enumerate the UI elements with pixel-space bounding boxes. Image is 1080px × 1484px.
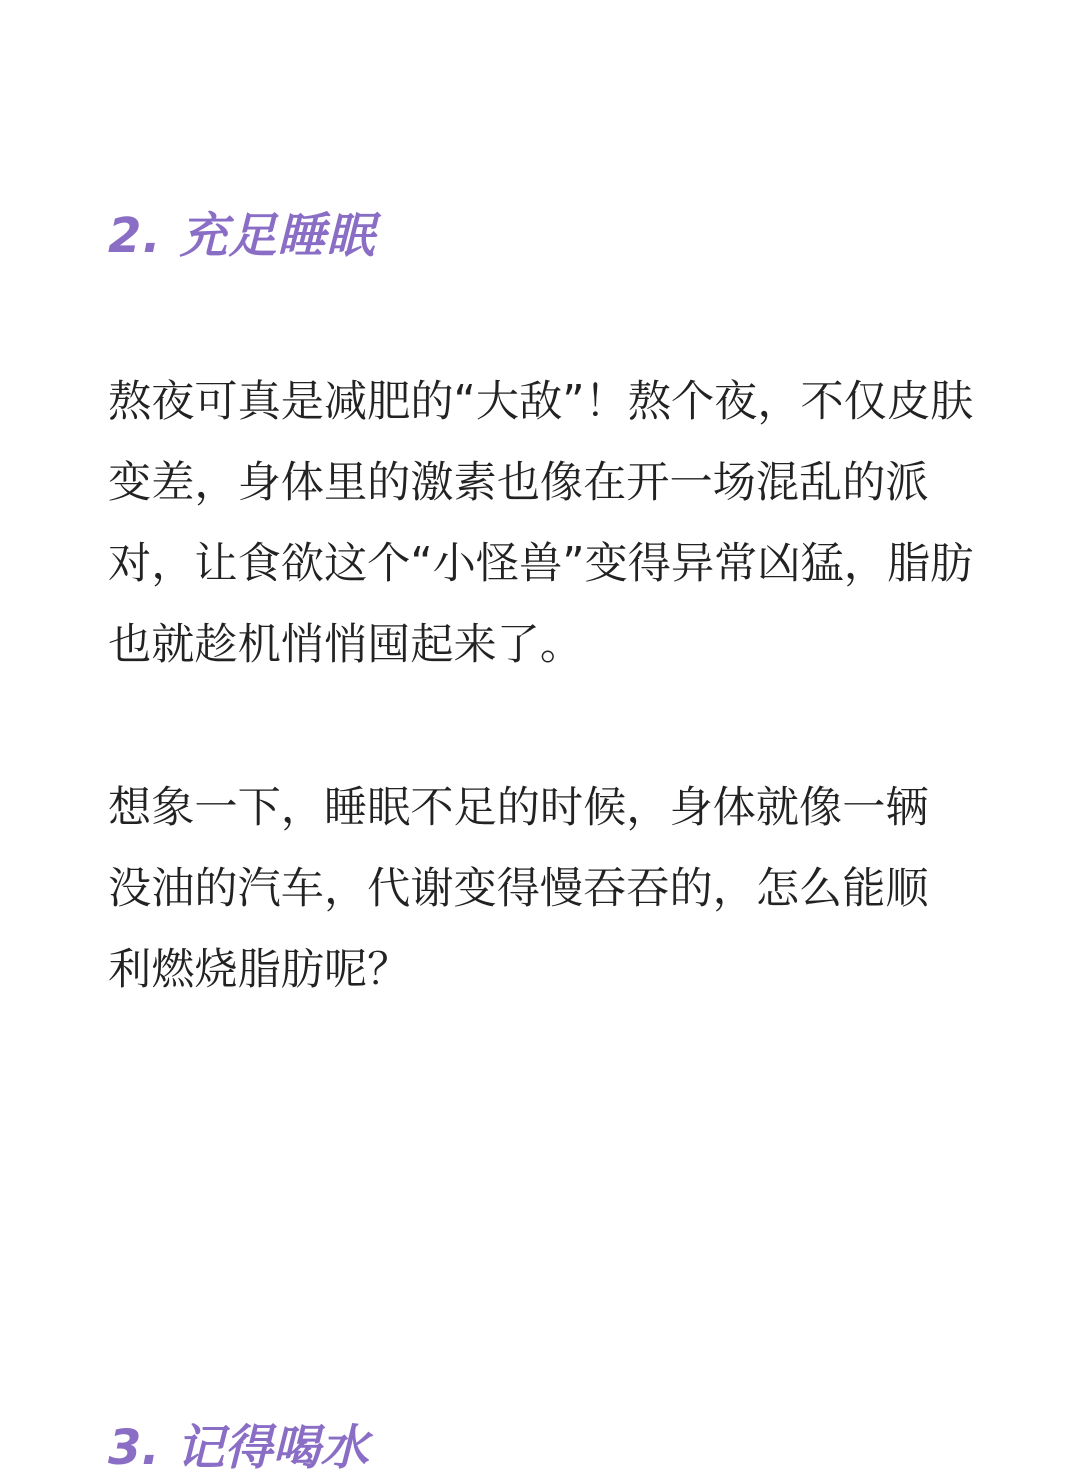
paragraph-metabolism bbox=[108, 768, 972, 1011]
paragraph-staying-up-late bbox=[108, 362, 972, 686]
paragraph-line: 变差，身体里的激素也像在开一场混乱的派 bbox=[108, 458, 929, 508]
paragraph-line: 也就趁机悄悄囤起来了。 bbox=[108, 620, 584, 670]
section-heading-sleep: 2. 充足睡眠 bbox=[108, 208, 376, 264]
next-section-heading-cut-off: 3. 记得喝水 bbox=[108, 1420, 369, 1476]
paragraph-line: 对，让食欲这个“小怪兽”变得异常凶猛，脂肪 bbox=[108, 539, 974, 589]
paragraph-line: 没油的汽车，代谢变得慢吞吞的，怎么能顺 bbox=[108, 864, 929, 914]
paragraph-line: 想象一下，睡眠不足的时候，身体就像一辆 bbox=[108, 783, 929, 833]
paragraph-line: 熬夜可真是减肥的“大敌”！熬个夜，不仅皮肤 bbox=[108, 377, 974, 427]
paragraph-line: 利燃烧脂肪呢？ bbox=[108, 945, 411, 995]
